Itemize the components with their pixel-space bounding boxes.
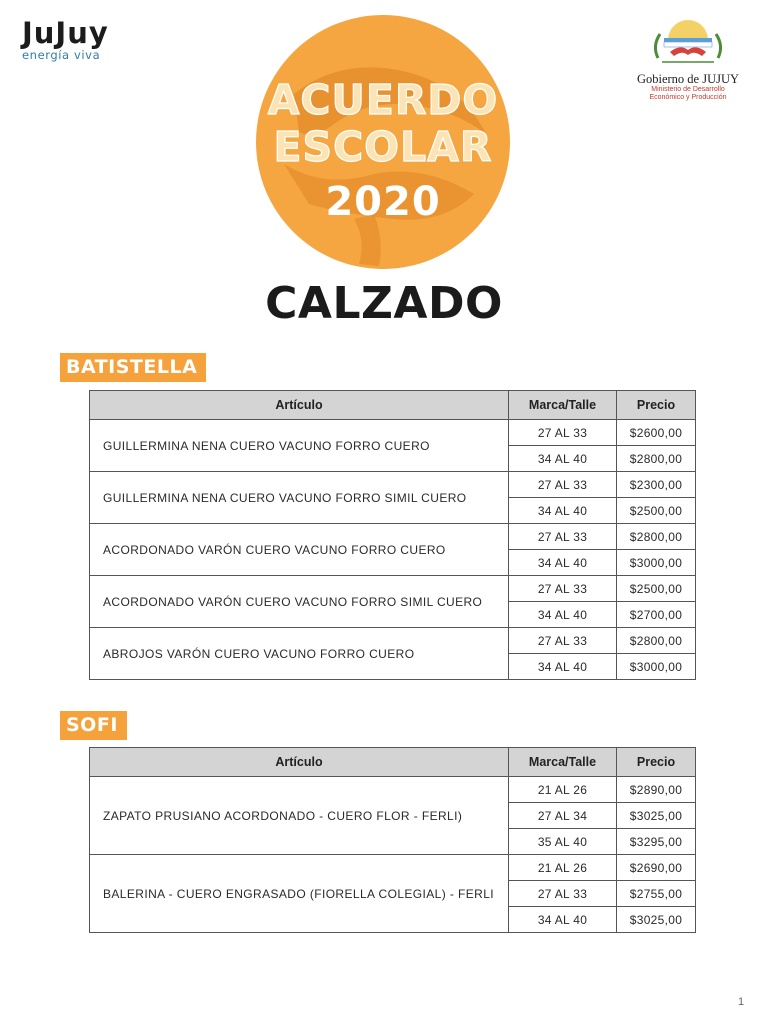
column-header-size: Marca/Talle (509, 748, 617, 777)
ministry-line-1: Ministerio de Desarrollo (651, 86, 725, 93)
price-table-sofi (89, 747, 696, 933)
price: $3000,00 (617, 550, 696, 576)
price: $2800,00 (617, 628, 696, 654)
price: $2755,00 (617, 881, 696, 907)
size-range: 34 AL 40 (509, 907, 617, 933)
table-row (90, 855, 696, 881)
price: $2300,00 (617, 472, 696, 498)
table-header-row (90, 391, 696, 420)
item-name: ABROJOS VARÓN CUERO VACUNO FORRO CUERO (90, 628, 509, 680)
badge-line-1: ACUERDO (267, 76, 499, 124)
government-logo (622, 18, 754, 110)
size-range: 34 AL 40 (509, 550, 617, 576)
size-range: 34 AL 40 (509, 498, 617, 524)
price: $2800,00 (617, 446, 696, 472)
handshake-emblem-icon (648, 18, 728, 68)
size-range: 35 AL 40 (509, 829, 617, 855)
page-number: 1 (738, 996, 745, 1008)
price: $3025,00 (617, 803, 696, 829)
size-range: 21 AL 26 (509, 855, 617, 881)
badge-year: 2020 (325, 179, 441, 225)
page-title: CALZADO (265, 278, 503, 329)
price: $3025,00 (617, 907, 696, 933)
table-header-row (90, 748, 696, 777)
government-name: Gobierno de JUJUY (636, 72, 740, 86)
price: $2500,00 (617, 576, 696, 602)
column-header-article: Artículo (90, 391, 509, 420)
size-range: 27 AL 33 (509, 881, 617, 907)
brand-label-sofi: SOFI (60, 711, 127, 740)
acuerdo-escolar-badge (254, 14, 512, 270)
price: $2500,00 (617, 498, 696, 524)
price-table-batistella (89, 390, 696, 680)
item-name: GUILLERMINA NENA CUERO VACUNO FORRO CUERO (90, 420, 509, 472)
size-range: 27 AL 33 (509, 524, 617, 550)
ministry-line-2: Económico y Producción (649, 94, 727, 101)
table-row (90, 524, 696, 550)
size-range: 27 AL 33 (509, 472, 617, 498)
price: $2800,00 (617, 524, 696, 550)
size-range: 34 AL 40 (509, 602, 617, 628)
item-name: ZAPATO PRUSIANO ACORDONADO - CUERO FLOR - FERLI) (90, 777, 509, 855)
item-name: ACORDONADO VARÓN CUERO VACUNO FORRO CUERO (90, 524, 509, 576)
column-header-price: Precio (617, 748, 696, 777)
price: $3295,00 (617, 829, 696, 855)
size-range: 27 AL 33 (509, 576, 617, 602)
size-range: 27 AL 34 (509, 803, 617, 829)
size-range: 27 AL 33 (509, 628, 617, 654)
table-row (90, 576, 696, 602)
price: $2690,00 (617, 855, 696, 881)
badge-line-2: ESCOLAR (273, 123, 493, 171)
table-row (90, 628, 696, 654)
size-range: 34 AL 40 (509, 446, 617, 472)
price: $2700,00 (617, 602, 696, 628)
jujuy-logo-tagline: energía viva (22, 48, 101, 62)
jujuy-logo-word: JuJuy (22, 16, 109, 50)
brand-label-batistella: BATISTELLA (60, 353, 206, 382)
price: $2890,00 (617, 777, 696, 803)
column-header-article: Artículo (90, 748, 509, 777)
jujuy-logo (22, 18, 138, 66)
price: $2600,00 (617, 420, 696, 446)
item-name: BALERINA - CUERO ENGRASADO (FIORELLA COLEGIAL) - FERLI (90, 855, 509, 933)
size-range: 34 AL 40 (509, 654, 617, 680)
column-header-size: Marca/Talle (509, 391, 617, 420)
column-header-price: Precio (617, 391, 696, 420)
size-range: 21 AL 26 (509, 777, 617, 803)
table-row (90, 472, 696, 498)
table-row (90, 777, 696, 803)
item-name: ACORDONADO VARÓN CUERO VACUNO FORRO SIMIL CUERO (90, 576, 509, 628)
item-name: GUILLERMINA NENA CUERO VACUNO FORRO SIMIL CUERO (90, 472, 509, 524)
size-range: 27 AL 33 (509, 420, 617, 446)
price: $3000,00 (617, 654, 696, 680)
table-row (90, 420, 696, 446)
